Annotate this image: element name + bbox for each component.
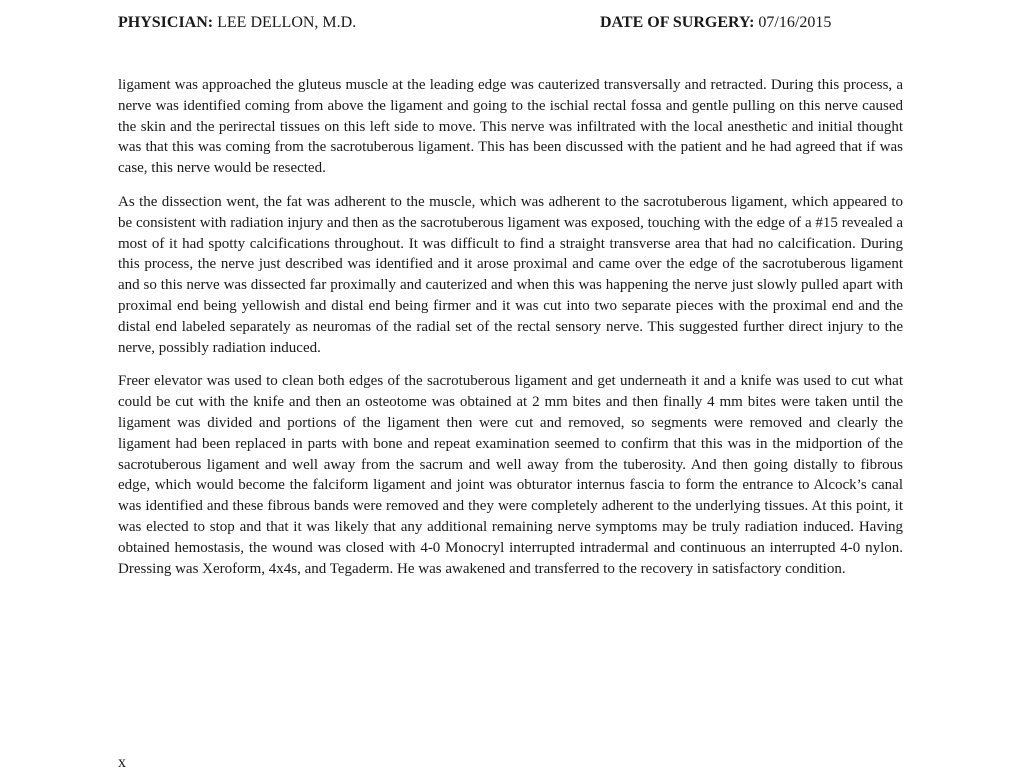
- operative-note-body: [118, 75, 903, 592]
- physician-label: PHYSICIAN:: [118, 14, 214, 31]
- physician-line: [118, 14, 356, 32]
- signature-line-mark: x: [118, 754, 126, 771]
- paragraph-1: ligament was approached the gluteus muscle at the leading edge was cauterized transversally and retracted. During this process, a nerve was identified coming from above the ligament and going to the ischial rectal fossa and gentle pulling on this nerve caused the skin and the perirectal tissues on this left side to move. This nerve was infiltrated with the local anesthetic and initial thought was that this was coming from the sacrotuberous ligament. This has been discussed with the patient and he had agreed that if was case, this nerve would be resected.: [118, 77, 903, 177]
- document-header: [118, 14, 888, 38]
- paragraph-2: As the dissection went, the fat was adherent to the muscle, which was adherent to the sacrotuberous ligament, which appeared to be consistent with radiation injury and then as the sacrotuberous ligament was exposed, touching with the edge of a #15 revealed a most of it had spotty calcifications throughout. It was difficult to find a straight transverse area that had no calcification. During this process, the nerve just described was identified and it arose proximal and came over the edge of the sacrotuberous ligament and so this nerve was dissected far proximally and cauterized and when this was happening the nerve just slowly pulled apart with proximal end being yellowish and distal end being firmer and it was cut into two separate pieces with the proximal end and the distal end labeled separately as neuromas of the radial set of the rectal sensory nerve. This suggested further direct injury to the nerve, possibly radiation induced.: [118, 193, 903, 356]
- surgery-date-line: [600, 14, 831, 32]
- paragraph-3: Freer elevator was used to clean both edges of the sacrotuberous ligament and get underneath it and a knife was used to cut what could be cut with the knife and then an osteotome was obtained at 2 mm bites and then finally 4 mm bites were taken until the ligament was divided and portions of the ligament then were cut and removed, so segments were removed and clearly the ligament had been replaced in parts with bone and repeat examination seemed to confirm that this was in the midportion of the sacrotuberous ligament and well away from the sacrum and well away from the tuberosity. And then going distally to fibrous edge, which would become the falciform ligament and joint was obturator internus fascia to form the entrance to Alcock’s canal was identified and these fibrous bands were removed and they were completely adherent to the underlying tissues. At this point, it was elected to stop and that it was likely that any additional remaining nerve symptoms may be truly radiation induced. Having obtained hemostasis, the wound was closed with 4-0 Monocryl interrupted intradermal and continuous an interrupted 4-0 nylon. Dressing was Xeroform, 4x4s, and Tegaderm. He was awakened and transferred to the recovery in satisfactory condition.: [118, 373, 903, 577]
- surgery-date: 07/16/2015: [758, 14, 832, 31]
- physician-name: LEE DELLON, M.D.: [217, 14, 357, 31]
- surgery-date-label: DATE OF SURGERY:: [600, 14, 755, 31]
